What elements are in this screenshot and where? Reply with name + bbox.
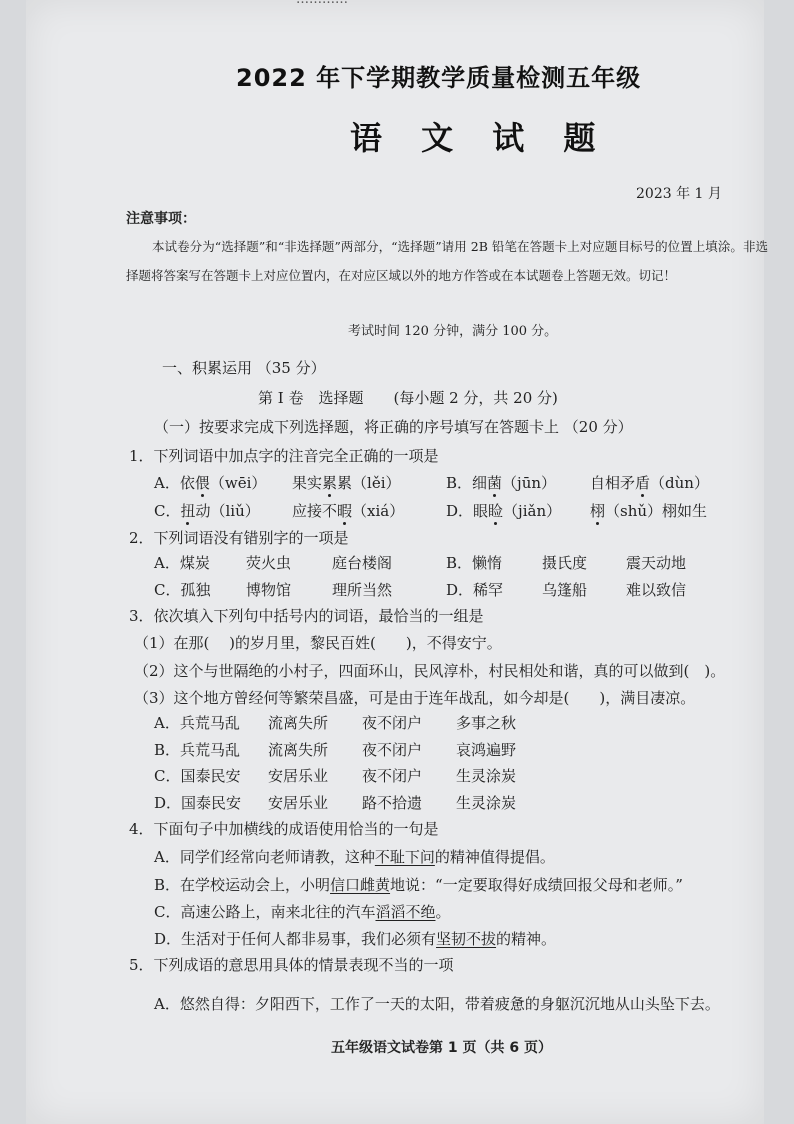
q4-c-post: 。 xyxy=(435,903,451,921)
question-4-stem: 4．下面句子中加横线的成语使用恰当的一句是 xyxy=(129,820,439,838)
q2-option-c-3: 理所当然 xyxy=(332,581,393,599)
q2-option-a: A．煤炭 xyxy=(154,554,210,572)
q3-a-1: A．兵荒马乱 xyxy=(154,714,240,732)
volume-title: 第 I 卷 选择题 (每小题 2 分，共 20 分) xyxy=(258,389,558,407)
q4-d-pre: D．生活对于任何人都非易事，我们必须有 xyxy=(154,930,437,948)
q3-b-4: 哀鸿遍野 xyxy=(456,741,517,759)
question-3-stem: 3．依次填入下列句中括号内的词语，最恰当的一组是 xyxy=(129,607,484,625)
q2-option-b: B．懒惰 xyxy=(446,554,503,572)
question-3-sentence-3: （3）这个地方曾经何等繁荣昌盛，可是由于连年战乱，如今却是( )，满目凄凉。 xyxy=(134,689,696,707)
q3-d-3: 路不拾遗 xyxy=(362,794,423,812)
q4-a-post: 的精神值得提倡。 xyxy=(434,848,555,866)
q2-option-b-3: 震天动地 xyxy=(626,554,687,572)
q4-b-pre: B．在学校运动会上，小明 xyxy=(154,876,331,894)
q3-c-3: 夜不闭户 xyxy=(362,767,423,785)
q4-option-b xyxy=(154,874,683,895)
q4-a-pre: A．同学们经常向老师请教，这种 xyxy=(154,848,375,866)
q3-b-1: B．兵荒马乱 xyxy=(154,741,241,759)
notice-body: 本试卷分为“选择题”和“非选择题”两部分，“选择题”请用 2B 铅笔在答题卡上对应题目标号的位置上填涂。非选择题将答案写在答题卡上对应位置内，在对应区域以外的地方作答或在本试题卷上答题无效。切记！ xyxy=(126,239,768,283)
question-3-sentence-2: （2）这个与世隔绝的小村子，四面环山，民风淳朴，村民相处和谐，真的可以做到( )。 xyxy=(134,662,726,680)
q2-option-a-3: 庭台楼阁 xyxy=(332,554,393,572)
q3-a-4: 多事之秋 xyxy=(456,714,517,732)
question-2-stem: 2．下列词语没有错别字的一项是 xyxy=(129,529,349,547)
q2-option-c-2: 博物馆 xyxy=(246,581,292,599)
question-1-stem: 1．下列词语中加点字的注音完全正确的一项是 xyxy=(129,447,439,465)
q3-b-2: 流离失所 xyxy=(268,741,329,759)
notice-heading: 注意事项： xyxy=(126,211,196,227)
q1-option-c-2: 应接不暇（xiá） xyxy=(292,502,405,520)
q3-d-1: D．国泰民安 xyxy=(154,794,242,812)
q3-c-2: 安居乐业 xyxy=(268,767,329,785)
top-cropped-text xyxy=(296,0,348,7)
question-3-sentence-1: （1）在那( )的岁月里，黎民百姓( )，不得安宁。 xyxy=(134,634,502,652)
q2-option-c: C．孤独 xyxy=(154,581,211,599)
subject-title: 语 文 试 题 xyxy=(350,119,610,157)
q3-a-2: 流离失所 xyxy=(268,714,329,732)
q3-c-1: C．国泰民安 xyxy=(154,767,241,785)
q3-a-3: 夜不闭户 xyxy=(362,714,423,732)
q1-option-d: D．眼睑（jiǎn） xyxy=(446,502,562,520)
q3-d-4: 生灵涂炭 xyxy=(456,794,517,812)
q4-b-idiom: 信口雌黄 xyxy=(330,876,391,894)
question-5-stem: 5．下列成语的意思用具体的情景表现不当的一项 xyxy=(129,956,454,974)
q2-option-a-2: 荧火虫 xyxy=(246,554,292,572)
q1-option-d-2: 栩（shǔ）栩如生 xyxy=(590,502,708,520)
q5-option-a: A．悠然自得：夕阳西下，工作了一天的太阳，带着疲惫的身躯沉沉地从山头坠下去。 xyxy=(154,995,720,1013)
q2-option-d-2: 乌篷船 xyxy=(542,581,588,599)
q4-d-post: 的精神。 xyxy=(496,930,557,948)
q1-option-b-2: 自相矛盾（dùn） xyxy=(590,474,709,492)
q1-option-a: A．依偎（wēi） xyxy=(154,474,267,492)
q1-option-a-2: 果实累累（lěi） xyxy=(292,474,401,492)
q4-option-d xyxy=(154,928,556,949)
section-title: 一、积累运用 （35 分） xyxy=(162,359,326,377)
q4-d-idiom: 坚韧不拔 xyxy=(436,930,497,948)
exam-time-info: 考试时间 120 分钟，满分 100 分。 xyxy=(348,324,558,339)
q4-option-c xyxy=(154,901,451,922)
q4-option-a xyxy=(154,846,555,867)
part-instruction: （一）按要求完成下列选择题，将正确的序号填写在答题卡上 （20 分） xyxy=(154,418,633,436)
exam-sheet xyxy=(26,0,768,1124)
q3-d-2: 安居乐业 xyxy=(268,794,329,812)
page-footer: 五年级语文试卷第 1 页（共 6 页） xyxy=(331,1040,552,1056)
q1-option-c: C．扭动（liǔ） xyxy=(154,502,260,520)
q3-b-3: 夜不闭户 xyxy=(362,741,423,759)
q2-option-d-3: 难以致信 xyxy=(626,581,687,599)
exam-title: 2022 年下学期教学质量检测五年级 xyxy=(236,64,642,92)
q3-c-4: 生灵涂炭 xyxy=(456,767,517,785)
q4-c-idiom: 滔滔不绝 xyxy=(375,903,436,921)
exam-date: 2023 年 1 月 xyxy=(636,186,722,202)
q2-option-b-2: 摄氏度 xyxy=(542,554,588,572)
q4-b-post: 地说：“一定要取得好成绩回报父母和老师。” xyxy=(390,876,683,894)
q2-option-d: D．稀罕 xyxy=(446,581,504,599)
q1-option-b: B．细菌（jūn） xyxy=(446,474,557,492)
q4-a-idiom: 不耻下问 xyxy=(374,848,435,866)
q4-c-pre: C．高速公路上，南来北往的汽车 xyxy=(154,903,376,921)
